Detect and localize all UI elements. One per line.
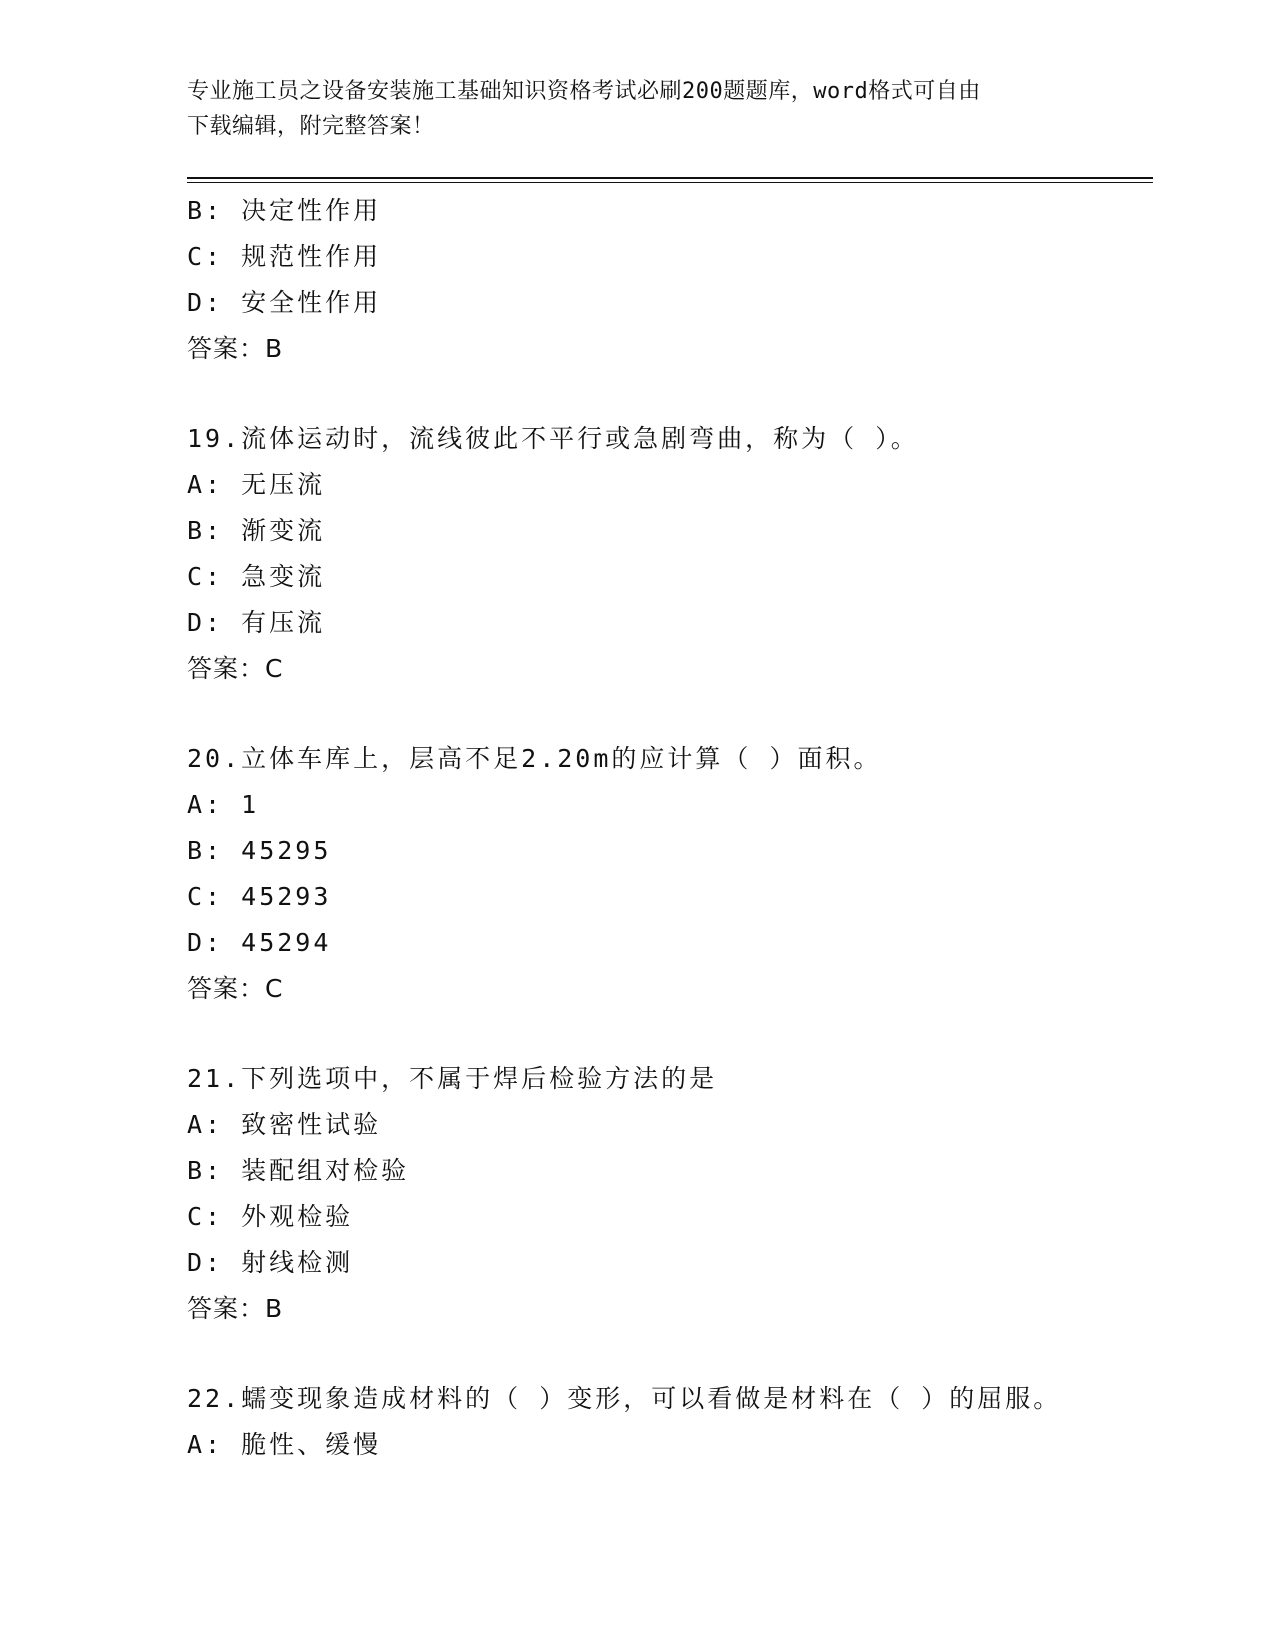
- header-rule-thin: [187, 182, 1153, 183]
- option-d: D: 射线检测: [187, 1248, 354, 1277]
- question-stem: 21.下列选项中，不属于焊后检验方法的是: [187, 1064, 718, 1093]
- question-list: [187, 188, 1153, 1468]
- option-b: B: 装配组对检验: [187, 1156, 410, 1185]
- question-22: [187, 1376, 1153, 1468]
- option-d: D: 有压流: [187, 608, 326, 637]
- option-c: C: 规范性作用: [187, 242, 382, 271]
- answer-line: 答案：C: [187, 974, 284, 1003]
- question-20: [187, 736, 1153, 1012]
- option-a: A: 致密性试验: [187, 1110, 382, 1139]
- option-b: B: 45295: [187, 836, 332, 865]
- option-d: D: 安全性作用: [187, 288, 382, 317]
- option-b: B: 决定性作用: [187, 196, 382, 225]
- option-b: B: 渐变流: [187, 516, 326, 545]
- option-d: D: 45294: [187, 928, 332, 957]
- question-stem: 19.流体运动时，流线彼此不平行或急剧弯曲，称为（ ）。: [187, 424, 919, 453]
- option-a: A: 无压流: [187, 470, 326, 499]
- question-stem: 22.蠕变现象造成材料的（ ）变形，可以看做是材料在（ ）的屈服。: [187, 1384, 1062, 1413]
- question-stem: 20.立体车库上，层高不足2.20m的应计算（ ）面积。: [187, 744, 882, 773]
- document-header: [187, 74, 1067, 144]
- option-c: C: 外观检验: [187, 1202, 354, 1231]
- option-c: C: 45293: [187, 882, 332, 911]
- answer-line: 答案：C: [187, 654, 284, 683]
- header-rule-thick: [187, 177, 1153, 179]
- answer-line: 答案：B: [187, 334, 284, 363]
- header-line-2: 下载编辑，附完整答案！: [187, 114, 435, 139]
- answer-line: 答案：B: [187, 1294, 284, 1323]
- question-21: [187, 1056, 1153, 1332]
- question-18-continued: [187, 188, 1153, 372]
- question-19: [187, 416, 1153, 692]
- option-a: A: 1: [187, 790, 260, 819]
- option-a: A: 脆性、缓慢: [187, 1430, 382, 1459]
- option-c: C: 急变流: [187, 562, 326, 591]
- header-line-1: 专业施工员之设备安装施工基础知识资格考试必刷200题题库，word格式可自由: [187, 79, 981, 104]
